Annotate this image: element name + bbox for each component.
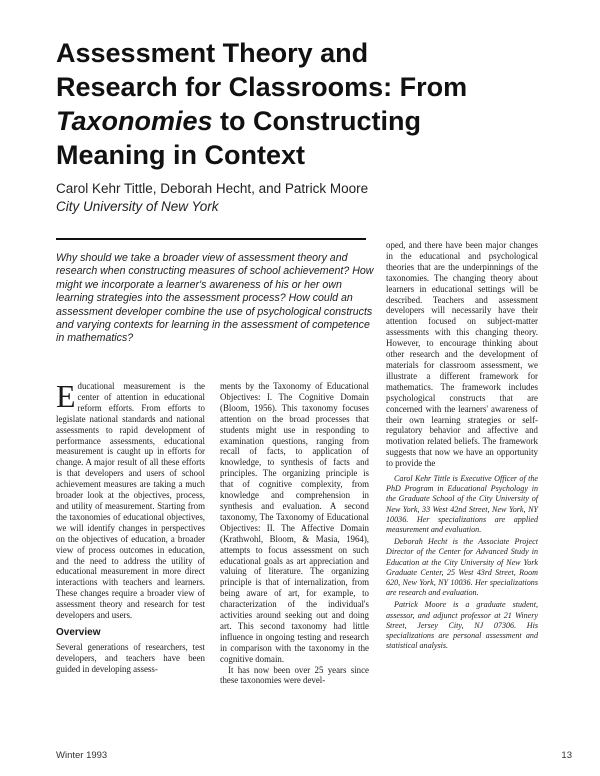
author-notes <box>386 474 538 653</box>
author-note-hecht: Deborah Hecht is the Associate Project Director of the Center for Advanced Study in Education at the City University of New York Graduate Center, 25 West 43rd Street, Room 620, New York, NY 10036. Her specializations are research and evaluation. <box>386 537 538 598</box>
author-note-moore: Patrick Moore is a graduate student, assessor, and adjunct professor at 21 Winery Street, Jersey City, NJ 07306. His specializations are personal assessment and statistical analysis. <box>386 600 538 651</box>
author-list: Carol Kehr Tittle, Deborah Hecht, and Patrick Moore <box>56 181 369 196</box>
body-column-2 <box>220 381 369 771</box>
drop-cap: E <box>56 378 76 414</box>
overview-paragraph: Several generations of researchers, test developers, and teachers have been guided in developing assess- <box>56 641 205 674</box>
column-2-paragraph-1: ments by the Taxonomy of Educational Objectives: I. The Cognitive Domain (Bloom, 1956). This taxonomy focuses attention on the broad processes that students might use in responding to examination questions, ranging from recall of facts, to application of knowledge, to synthesis of facts and principles. The organizing principle is that of cognitive complexity, from knowledge and comprehension in synthesis and evaluation. A second taxonomy, The Taxonomy of Educational Objectives: II. The Affective Domain (Krathwohl, Bloom, & Masia, 1964), attempts to focus assessment on such educational goals as art appreciation and valuing of literature. The organizing principle is that of internalization, from being aware of art, for example, to characterization of the individual's activities around seeking out and doing art. This second taxonomy had little influence in ongoing testing and research in comparison with the taxonomy in the cognitive domain. <box>220 381 369 664</box>
title-line-3 <box>56 104 556 138</box>
title-line-4: Meaning in Context <box>56 140 305 170</box>
body-column-1 <box>56 378 205 741</box>
abstract: Why should we take a broader view of assessment theory and research when constructing measures of school achievement? How might we incorporate a learner's awareness of his or her own learning strategies into the assessment process? How could an assessment developer combine the use of psychological constructs and varying contexts for learning in the assessment of competence in mathematics? <box>56 252 374 345</box>
title-line-2: Research for Classrooms: From <box>56 72 468 102</box>
issue-date: Winter 1993 <box>56 750 108 761</box>
intro-paragraph <box>56 378 205 621</box>
body-column-3 <box>386 240 538 469</box>
intro-text: ducational measurement is the center of attention in educational reform efforts. From efforts to legislate national standards and national assessments to rapid development of performance assessments, educational measurement is caught up in efforts for change. A major result of all these efforts is that developers and users of school achievement measures are taking a much broader look at the objectives, process, and utility of measurement. Starting from the taxonomies of educational objectives, we will identify changes in perspectives on the objectives of education, a broader view of process outcomes in education, and the need to address the utility of educational measurement in more direct interactions with teachers and learners. These changes require a broader view of assessment theory and research for test developers and users. <box>56 381 205 621</box>
page-number: 13 <box>561 750 572 761</box>
abstract-rule <box>56 238 366 240</box>
article-title <box>56 36 556 172</box>
column-2-paragraph-2: It has now been over 25 years since these taxonomies were devel- <box>220 664 369 686</box>
author-note-tittle: Carol Kehr Tittle is Executive Officer of the PhD Program in Educational Psychology in the Graduate School of the City University of New York, 33 West 42nd Street, New York, NY 10036. Her specializations are applied measurement and evaluation. <box>386 474 538 535</box>
title-line-1: Assessment Theory and <box>56 38 369 68</box>
column-3-paragraph: oped, and there have been major changes in the educational and psychological theories that are the underpinnings of the taxonomies. The changing theory about learners in educational settings will be described. Teachers and assessment developers will necessarily have their attention focused on subject-matter assessments with this changing theory. However, to encourage thinking about other research and the development of materials for classroom assessment, we illustrate a different framework for mathematics. The framework includes psychological constructs that are concerned with the learners' awareness of their own learning strategies or self-regulatory behavior and affective and motivation related beliefs. The framework suggests that now we have an opportunity to provide the <box>386 240 538 469</box>
section-heading-overview: Overview <box>56 626 101 638</box>
title-italic-word: Taxonomies <box>56 106 213 136</box>
title-line-3-rest: to Constructing <box>212 106 422 136</box>
author-affiliation: City University of New York <box>56 199 219 214</box>
